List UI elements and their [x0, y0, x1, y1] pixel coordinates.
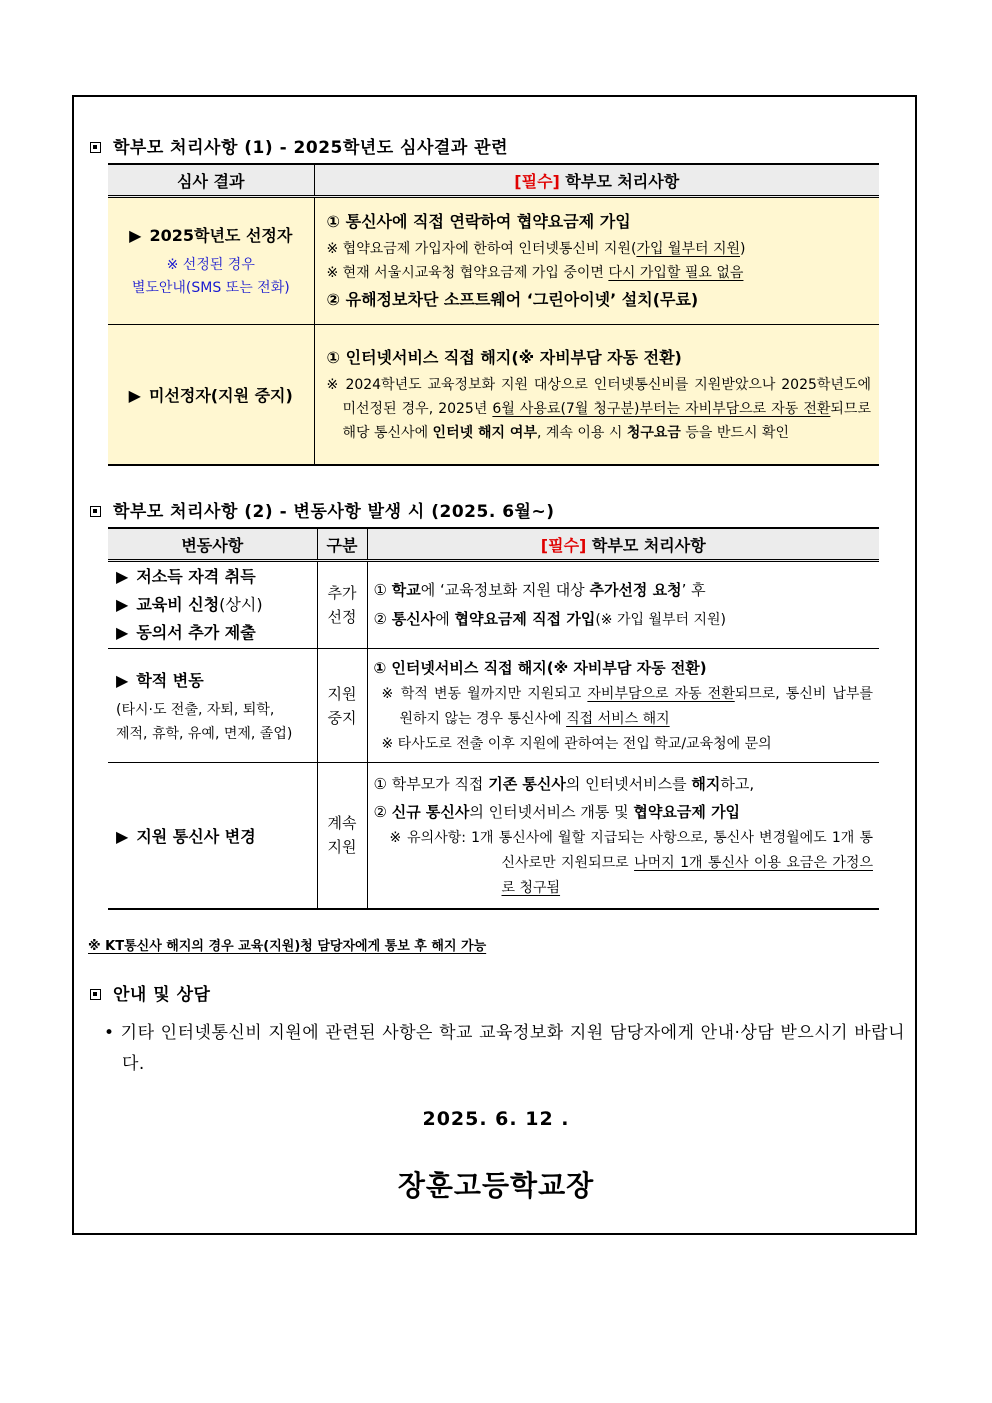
gubun-cell: 계속 지원	[317, 763, 367, 909]
table-row	[108, 197, 879, 325]
table-row	[108, 763, 879, 909]
note-line: ※ 현재 서울시교육청 협약요금제 가입 중이면 다시 가입할 필요 없음	[326, 265, 744, 281]
triangle-bullet-icon: ▶	[116, 567, 129, 586]
guidance-paragraph: • 기타 인터넷통신비 지원에 관련된 사항은 학교 교육정보화 지원 담당자에게 안내·상담 받으시기 바랍니다.	[104, 1023, 905, 1074]
change-cell: ▶ 저소득 자격 취득 ▶ 교육비 신청(상시) ▶ 동의서 추가 제출	[108, 561, 317, 649]
checkbox-square-icon	[90, 506, 101, 517]
table-row	[108, 561, 879, 649]
change-cell: ▶ 학적 변동 (타시·도 전출, 자퇴, 퇴학, 제적, 휴학, 유예, 면제, 졸업)	[108, 649, 317, 763]
change-cell: ▶ 지원 통신사 변경	[108, 763, 317, 909]
triangle-bullet-icon: ▶	[129, 226, 142, 245]
table-header-row	[108, 528, 879, 561]
triangle-bullet-icon: ▶	[116, 595, 129, 614]
checkbox-square-icon	[90, 989, 101, 1000]
checkbox-square-icon	[90, 142, 101, 153]
triangle-bullet-icon: ▶	[116, 670, 129, 690]
table-header-row	[108, 164, 879, 197]
col-header-change: 변동사항	[108, 528, 317, 561]
section3-title: 안내 및 상담	[90, 980, 210, 1005]
gubun-cell: 지원 중지	[317, 649, 367, 763]
triangle-bullet-icon: ▶	[116, 826, 129, 846]
action-cell: ① 인터넷서비스 직접 해지(※ 자비부담 자동 전환) ※ 2024학년도 교육정보화 지원 대상으로 인터넷통신비를 지원받았으나 2025학년도에 미선정된 경우, 2025년 6월 사용료(7월 청구분)부터는 자비부담으로 자동 전환되므로 해당 통신사에 인터넷 해지 여부, 계속 이용 시 청구요금 등을 반드시 확인	[314, 325, 879, 465]
col-header-action: [필수] 학부모 처리사항	[367, 528, 879, 561]
action-cell: ① 학교에 ‘교육정보화 지원 대상 추가선정 요청’ 후 ② 통신사에 협약요금제 직접 가입(※ 가입 월부터 지원)	[367, 561, 879, 649]
kt-note: ※ KT통신사 해지의 경우 교육(지원)청 담당자에게 통보 후 해지 가능	[88, 939, 487, 954]
table-row	[108, 649, 879, 763]
result-cell: ▶ 2025학년도 선정자 ※ 선정된 경우 별도안내(SMS 또는 전화)	[108, 197, 314, 325]
note-line: ※ 협약요금제 가입자에 한하여 인터넷통신비 지원(가입 월부터 지원)	[326, 241, 746, 257]
col-header-action: [필수] 학부모 처리사항	[314, 164, 879, 197]
gubun-cell: 추가 선정	[317, 561, 367, 649]
col-header-result: 심사 결과	[108, 164, 314, 197]
action-cell: ① 인터넷서비스 직접 해지(※ 자비부담 자동 전환) ※ 학적 변동 월까지만 지원되고 자비부담으로 자동 전환되므로, 통신비 납부를 원하지 않는 경우 통신사에 직접 서비스 해지 ※ 타사도로 전출 이후 지원에 관하여는 전입 학교/교육청에 문의	[367, 649, 879, 763]
col-header-gubun: 구분	[317, 528, 367, 561]
triangle-bullet-icon: ▶	[116, 623, 129, 642]
section1-table	[108, 163, 879, 466]
signature: 장훈고등학교장	[397, 1169, 595, 1202]
result-cell: ▶ 미선정자(지원 중지)	[108, 325, 314, 465]
section2-title: 학부모 처리사항 (2) - 변동사항 발생 시 (2025. 6월~)	[90, 497, 555, 522]
note-paragraph: ※ 2024학년도 교육정보화 지원 대상으로 인터넷통신비를 지원받았으나 2025학년도에 미선정된 경우, 2025년 6월 사용료(7월 청구분)부터는 자비부담으로 자동 전환되므로 해당 통신사에 인터넷 해지 여부, 계속 이용 시 청구요금 등을 반드시 확인	[326, 377, 871, 442]
action-cell: ① 학부모가 직접 기존 통신사의 인터넷서비스를 해지하고, ② 신규 통신사의 인터넷서비스 개통 및 협약요금제 가입 ※ 유의사항: 1개 통신사에 월할 지급되는 사항으로, 통신사 변경월에도 1개 통신사로만 지원되므로 나머지 1개 통신사 이용 요금은 가정으로 청구됨	[367, 763, 879, 909]
section1-title: 학부모 처리사항 (1) - 2025학년도 심사결과 관련	[90, 133, 508, 158]
document-date: 2025. 6. 12 .	[422, 1108, 570, 1130]
table-row	[108, 325, 879, 465]
section2-table	[108, 527, 879, 910]
triangle-bullet-icon: ▶	[128, 385, 141, 405]
action-cell: ① 통신사에 직접 연락하여 협약요금제 가입 ※ 협약요금제 가입자에 한하여 인터넷통신비 지원(가입 월부터 지원) ※ 현재 서울시교육청 협약요금제 가입 중이면 다시 가입할 필요 없음 ② 유해정보차단 소프트웨어 ‘그린아이넷’ 설치(무료)	[314, 197, 879, 325]
